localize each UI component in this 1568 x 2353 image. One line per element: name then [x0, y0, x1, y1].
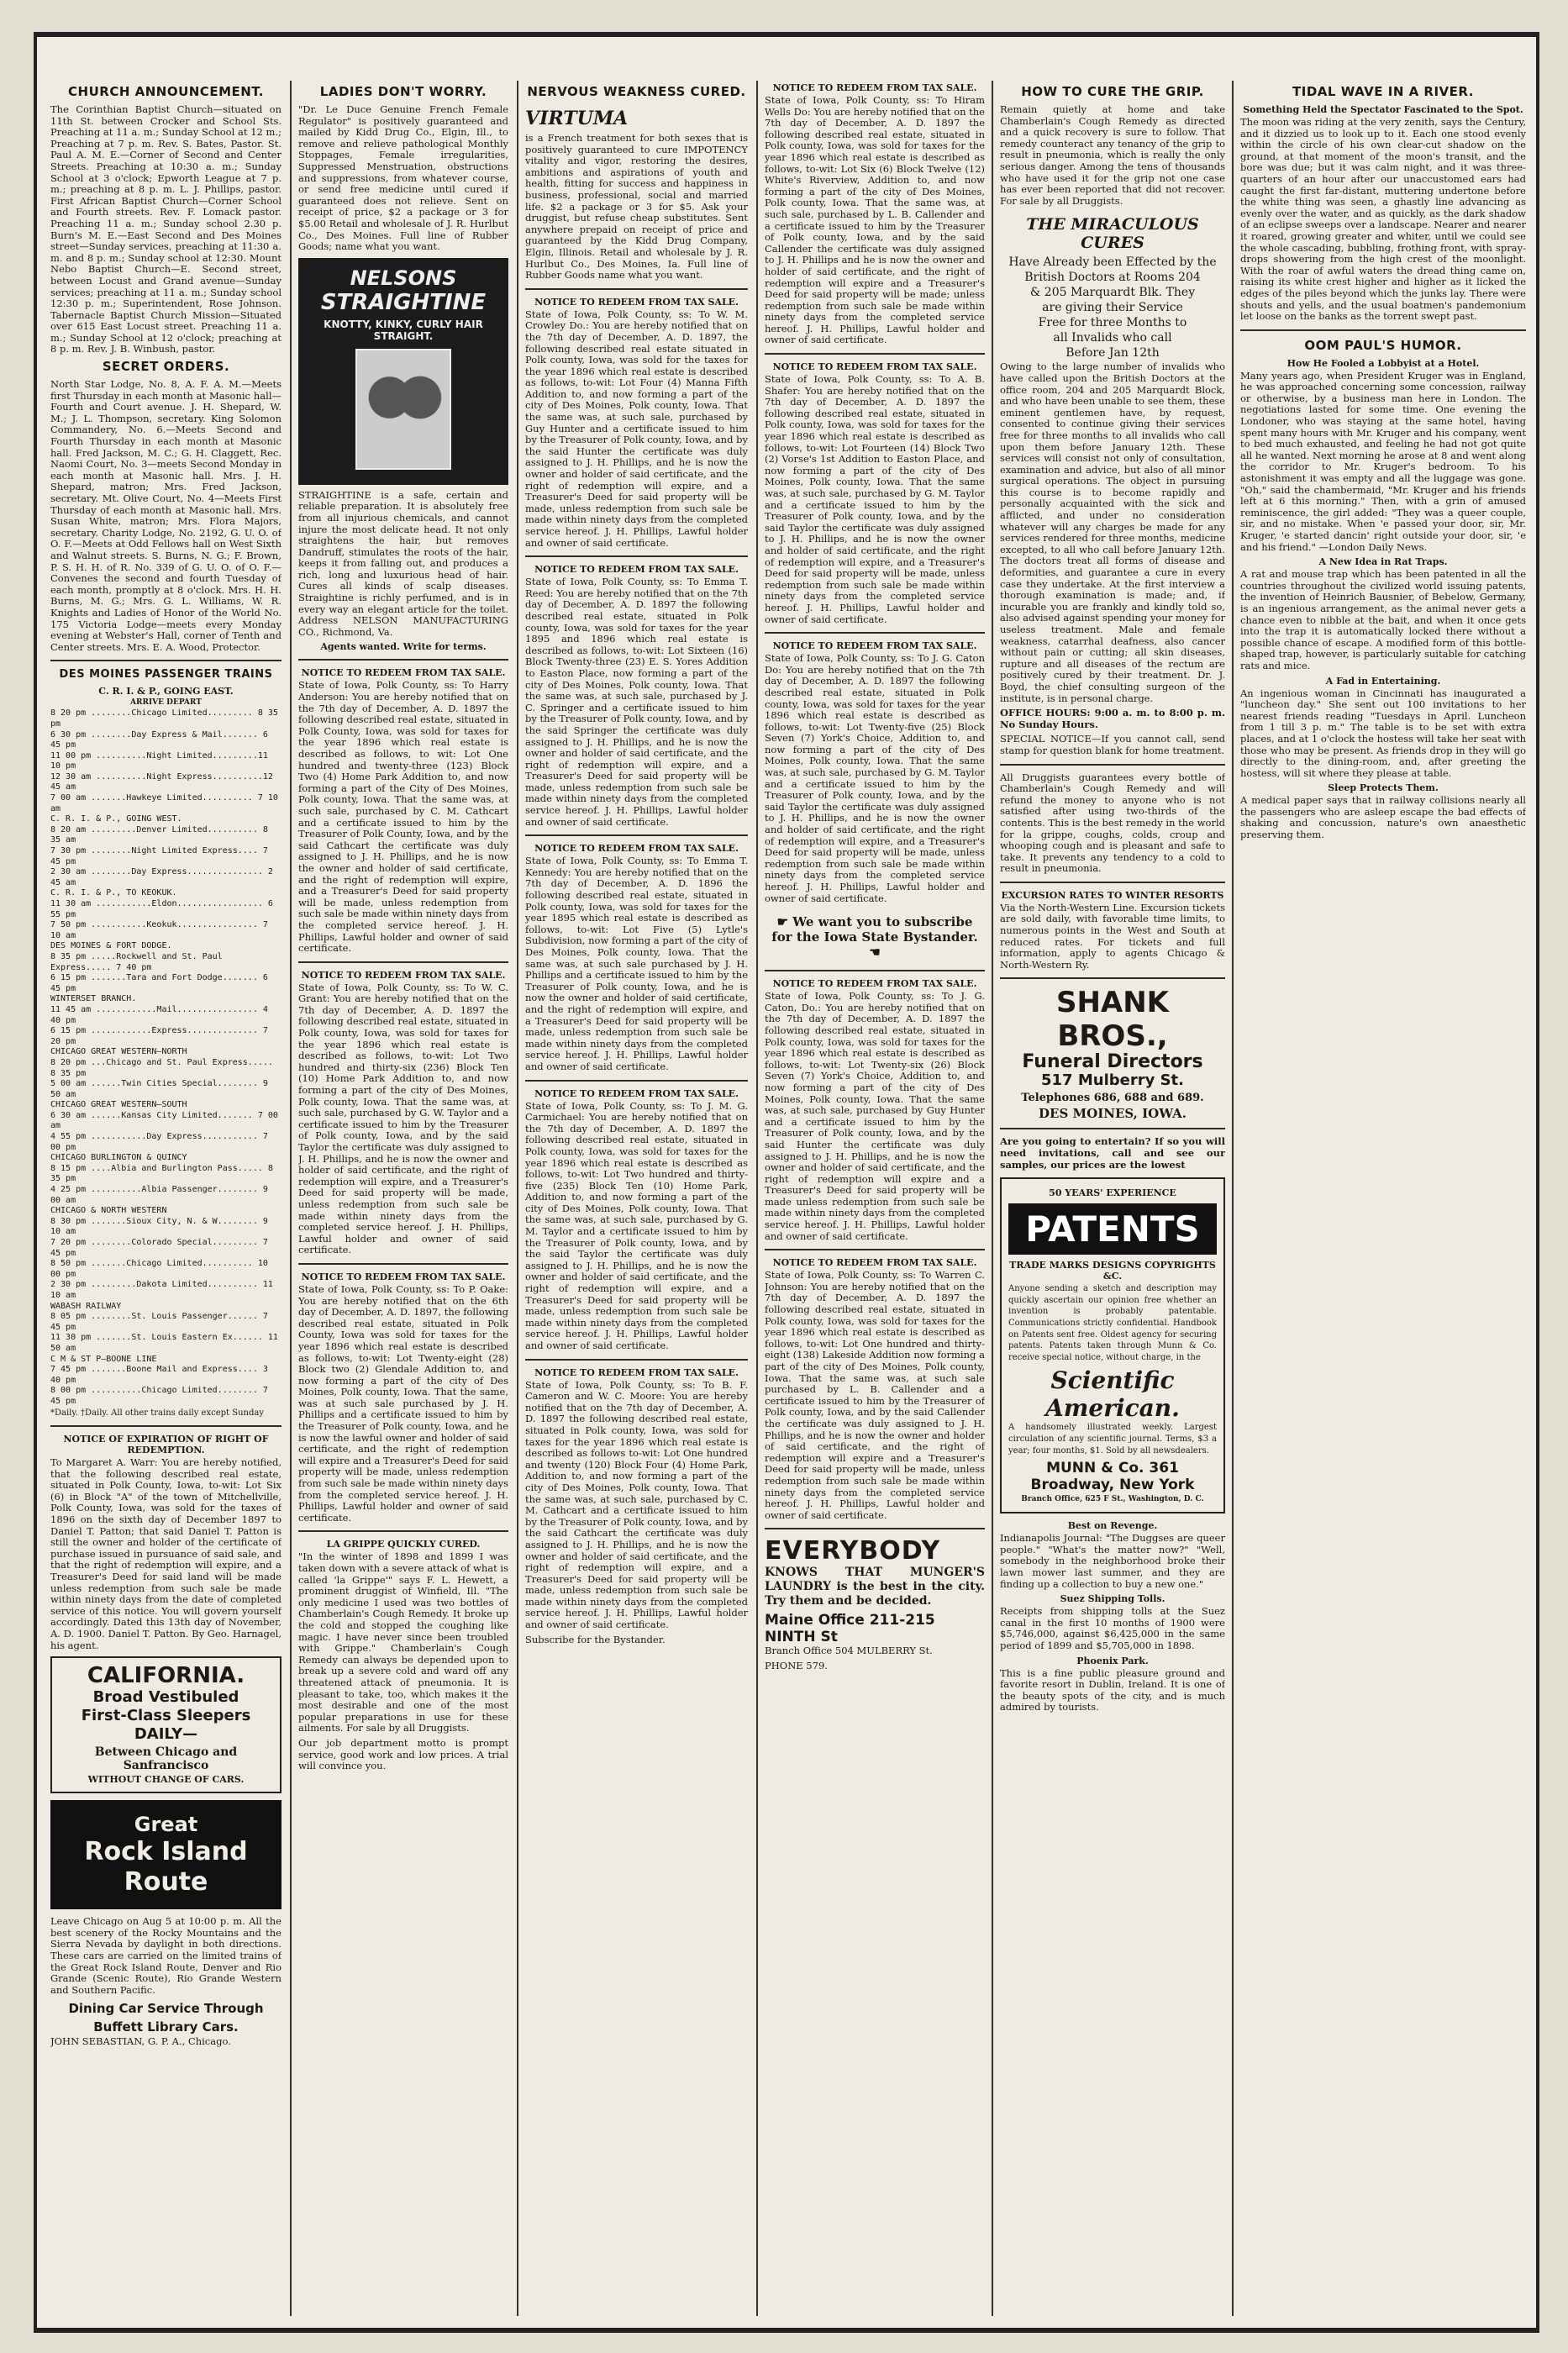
miracle-line: Have Already been Effected by the	[1008, 255, 1217, 270]
patent-text: Anyone sending a sketch and description may quickly ascertain our opinion free whether an invention is probably patentable. Communications strictly confidential. Handbook on Patents sent free. Oldest agency for securing patents. Patents taken through Munn & Co. receive special notice, without charge, in the	[1008, 1284, 1217, 1362]
timetable-row: 7 00 am .......Hawkeye Limited.......... 7 10 am	[50, 793, 278, 813]
hair-text: STRAIGHTINE is a safe, certain and reliable preparation. It is absolutely free from all injurious chemicals, and cannot injure the most delicate head. It not only straightens the hair, but removes Dandruff, stimulates the roots of the hair, keeps it from falling out, and produces a rich, long and luxurious head of hair. Cures all kinds of scalp diseases. Straightine is richly perfumed, and is in every way an elegant article for the toilet. Address NELSON MANUFACTURING CO., Richmond, Va.	[298, 488, 508, 638]
tolls-text: Receipts from shipping tolls at the Suez canal in the first 10 months of 1900 were $5,746,000, against $6,425,000 in the same period of 1899 and $5,705,000 in 1898.	[1000, 1605, 1225, 1651]
timetable-row: 8 20 pm ........Chicago Limited......... 8 35 pm	[50, 708, 278, 729]
timetable-row: CHICAGO BURLINGTON & QUINCY	[50, 1153, 187, 1163]
timetable-row: CHICAGO GREAT WESTERN—SOUTH	[50, 1100, 187, 1110]
timetable-row: CHICAGO & NORTH WESTERN	[50, 1206, 167, 1216]
phone: PHONE 579.	[765, 1659, 828, 1671]
ladies-text: "Dr. Le Duce Genuine French Female Regulator" is positively guaranteed and mailed by Kidd Drug Co., Elgin, Ill., to remove and relieve pathological Monthly Stoppages, Female irregularities, Suppressed Menstruation, obstructions and suppressions, from whatever course, or send free medicine until cured if guaranteed does not relieve. Sent on receipt of price, $2 a package or 3 for $5.00 Retail and wholesale of J. R. Hurlbut Co., Des Moines. Full line of Rubber Goods; name what you want.	[298, 103, 508, 253]
divider	[1000, 977, 1225, 979]
california-title: CALIFORNIA.	[87, 1663, 245, 1689]
notice-text: State of Iowa, Polk County, ss: To Harry Anderson: You are hereby notified that on the 7th day of December, A. D. 1897 the following described real estate, situated in Polk County, Iowa, was sold for taxes for the year 1896 which real estate is described as follows, to wit: Lot One hundred and twenty-three (123) Block Two (4) Home Park Addition to, and now forming a part of the City of Des Moines, Polk county, Iowa. That the same was, at such sale, purchased by C. M. Cathcart and a certificate issued to him by the Treasurer of Polk County, Iowa, and by the said Cathcart the certificate was duly assigned to J. H. Phillips, and he is now the owner and holder of said certificate, and the right of redemption will expire, and a Treasurer's Deed for said property will be made, unless redemption from such sale be made within ninety days from the completed service hereof. J. H. Phillips, Lawful holder and owner of said certificate.	[298, 679, 508, 955]
tolls-heading: Suez Shipping Tolls.	[1060, 1593, 1165, 1605]
telephones: Telephones 686, 688 and 689.	[1021, 1092, 1204, 1105]
munn-address: MUNN & Co. 361 Broadway, New York	[1030, 1460, 1195, 1494]
timetable-row: 11 30 am ...........Eldon................. 6 55 pm	[50, 899, 273, 919]
rock-line-2: Rock Island	[84, 1837, 248, 1867]
notice-text: State of Iowa, Polk County, ss: To Emma T. Kennedy: You are hereby notified that on the 7th day of December, A. D. 1896 the following described real estate, situated in Polk county, Iowa, was sold for taxes for the year 1895 which real estate is described as follows, to-wit: Lot Five (5) Lytle's Subdivision, now forming a part of the city of Des Moines, Polk county, Iowa. That the same was, at such sale purchased by J. H. Phillips and a certificate issued to him by the Treasurer of Polk county, Iowa, and he is now the owner and holder of said certificate, and the right of redemption will expire, and a Treasurer's Deed for said property will be made, unless redemption from such sale be made within ninety days from the completed service hereof. J. H. Phillips, Lawful holder and owner of said certificate.	[525, 855, 748, 1072]
before-after-portrait	[355, 349, 451, 470]
timetable-row: 8 05 pm ........St. Louis Passenger...... 7 45 pm	[50, 1312, 268, 1332]
rock-line-3: Route	[124, 1867, 208, 1898]
notice-heading: NOTICE TO REDEEM FROM TAX SALE.	[534, 1087, 739, 1099]
sebastian: JOHN SEBASTIAN, G. P. A., Chicago.	[50, 2035, 231, 2048]
grip-heading: HOW TO CURE THE GRIP.	[1021, 84, 1204, 99]
cal-line: DAILY—	[134, 1725, 198, 1744]
miracle-line: British Doctors at Rooms 204	[1024, 271, 1201, 285]
subscribe-note: Subscribe for the Bystander.	[525, 1633, 666, 1645]
church-text: The Corinthian Baptist Church—situated on 11th St. between Crocker and School Sts. Preaching at 11 a. m.; Sunday School at 12 m.; Preaching at 7 p. m. Rev. S. Bates, Pastor. St. Paul A. M. E.—Corner of Second and Center Streets. Preaching at 10:30 a. m.; Sunday School at 3 o'clock; Epworth League at 7 p. m.; preaching at 8 p. m. L. J. Phillips, pastor. First African Baptist Church—Corner School and Fourth streets. Rev. F. Lomack pastor. Preaching 11 a. m.; Sunday school 2.30 p. Burn's M. E.—East Second and Des Moines street—Sunday services, preaching at 11:30 a. m. and 8 p. m.; Sunday school at 12:30. Mount Nebo Baptist Church—E. Second street, between Locust and Grand avenue—Sunday services; preaching at 11 a. m.; Sunday school 12:30 p. m.; Superintendent, Rose Johnson. Tabernacle Baptist Church Mission—Situated over 615 East Locust street. Preaching 11 a. m.; Sunday School at 12 o'clock; preaching at 8 p. m. Rev. J. B. Winbush, pastor.	[50, 103, 282, 355]
subscribe-callout	[765, 914, 985, 960]
dining-service: Dining Car Service Through Buffett Library Cars.	[68, 2001, 264, 2035]
timetable-row: 8 20 am .........Denver Limited.......... 8 35 am	[50, 824, 268, 845]
divider	[525, 1080, 748, 1082]
paul-heading: OOM PAUL'S HUMOR.	[1304, 337, 1462, 353]
timetable-row: 4 25 pm ..........Albia Passenger........ 9 00 am	[50, 1185, 268, 1205]
lunch-heading: A Fad in Entertaining.	[1325, 675, 1441, 687]
branch-office: Branch Office, 625 F St., Washington, D. C.	[1021, 1495, 1204, 1504]
divider	[765, 632, 985, 634]
rock-line-1: Great	[134, 1813, 198, 1837]
patents-ad	[1000, 1177, 1225, 1513]
notice-text: State of Iowa, Polk County, ss: To J. G. Caton Do: You are hereby notified that on the 7th day of December, A. D. 1897 the following described real estate, situated in Polk county, Iowa, was sold for taxes for the year 1896 which real estate is described as follows, to-wit: Lot Twenty-five (25) Block Seven (7) York's Choice, Addition to, and now forming a part of the city of Des Moines, Polk county, Iowa. That the same was, at such sale, purchased by G. M. Taylor and a certificate issued to him by the Treasurer of Polk county, Iowa, and by the said Taylor the certificate was duly assigned to J. H. Phillips, and he is now the owner and holder of said certificate, and the right of redemption will expire, and a Treasurer's Deed for said property will be made, unless redemption from such sale be made within ninety days from the completed service hereof. J. H. Phillips, Lawful holder and owner of said certificate.	[765, 652, 985, 904]
notice-heading: NOTICE TO REDEEM FROM TAX SALE.	[301, 1271, 506, 1282]
trains-note: *Daily. †Daily. All other trains daily except Sunday	[50, 1408, 264, 1418]
top-border	[34, 32, 1539, 37]
divider	[525, 555, 748, 557]
timetable-row: 6 15 pm ............Express.............. 7 20 pm	[50, 1026, 268, 1046]
notice-heading: NOTICE TO REDEEM FROM TAX SALE.	[772, 361, 977, 373]
column-3	[525, 81, 748, 2316]
timetable-row: 7 20 pm ........Colorado Special......... 7 45 pm	[50, 1238, 268, 1258]
des-moines-iowa: DES MOINES, IOWA.	[1039, 1106, 1187, 1122]
notice-text: State of Iowa, Polk County, ss: To J. M. G. Carmichael: You are hereby notified that on the 7th day of December, A. D. 1897 the following described real estate, situated in Polk county, Iowa, was sold for taxes for the year 1896 which real estate is described as follows, to-wit: Lot Two hundred and thirty-five (235) Block Ten (10) Home Park, Addition to, and now forming a part of the city of Des Moines, Polk county, Iowa. That the same was, at such sale, purchased by G. M. Taylor and a certificate issued to him by the Treasurer of Polk county, Iowa, and by the said Taylor the certificate was duly assigned to J. H. Phillips, and he is now the owner and holder of said certificate, and the right of redemption will expire, and a Treasurer's Deed for said property will be made, unless redemption from such sale be made within ninety days from the completed service hereof. J. H. Phillips, Lawful holder and owner of said certificate.	[525, 1099, 748, 1351]
rat-heading: A New Idea in Rat Traps.	[1318, 556, 1448, 568]
notice-heading: NOTICE OF EXPIRATION OF RIGHT OF REDEMPTION.	[63, 1434, 269, 1456]
trade-marks: TRADE MARKS DESIGNS COPYRIGHTS &C.	[1009, 1260, 1216, 1282]
phoenix-heading: Phoenix Park.	[1076, 1655, 1149, 1666]
divider	[50, 1425, 282, 1427]
mulberry-address: 517 Mulberry St.	[1041, 1071, 1184, 1090]
special-notice: SPECIAL NOTICE—If you cannot call, send stamp for question blank for home treatment.	[1000, 733, 1225, 756]
timetable-row: C M & ST P—BOONE LINE	[50, 1354, 157, 1364]
timetable-row: 6 15 pm .......Tara and Fort Dodge....... 6 45 pm	[50, 973, 268, 993]
divider	[1000, 764, 1225, 766]
timetable-row: C. R. I. & P., TO KEOKUK.	[50, 888, 177, 898]
nervous-text: is a French treatment for both sexes that is positively guaranteed to cure IMPOTENCY vitality and vigor, restoring the desires, ambitions and aspirations of youth and health, fitting for success and happiness in business, professional, social and married life. $2 a package or 3 for $5. Ask your druggist, but refuse cheap substitutes. Sent anywhere prepaid on receipt of price and guaranteed by the Kidd Drug Company, Elgin, Illinois. Retail and wholesale by J. R. Hurlbut Co., Des Moines, Ia. Full line of Rubber Goods name what you want.	[525, 132, 748, 282]
miracle-line: Before Jan 12th	[1066, 346, 1160, 361]
notice-text: State of Iowa, Polk County, ss: To W. M. Crowley Do.: You are hereby notified that on the 7th day of December, A. D. 1897, the following described real estate situated in Polk county, Iowa, was sold for the taxes for the year 1896 which real estate is described as follows, to-wit: Lot Four (4) Manna Fifth Addition to, and now forming a part of the city of Des Moines, Polk county, Iowa. That the same was, at such sale, purchased by Guy Hunter and a certificate issued to him by the Treasurer of Polk county, Iowa, and by the said Hunter the certificate was duly assigned to J. H. Phillips, and he is now the owner and holder of said certificate, and the right of redemption will expire, and a Treasurer's Deed for said property will be made, unless redemption from such sale be made within ninety days from the completed service hereof. J. H. Phillips, Lawful holder and owner of said certificate.	[525, 308, 748, 549]
divider	[1000, 1128, 1225, 1129]
notice-text: State of Iowa, Polk County, ss: To J. G. Caton, Do.: You are hereby notified that on the 7th day of December, A. D. 1897 the following described real estate, situated in Polk county, Iowa, was sold for taxes for the year 1896 which real estate is described as follows, to-wit: Lot Twenty-six (26) Block Seven (7) York's Choice, Addition to, and now forming a part of the city of Des Moines, Polk county, Iowa. That the same was, at such sale, purchased by Guy Hunter and a certificate issued to him by the Treasurer of Polk county, Iowa, and by the said Hunter the certificate was duly assigned to J. H. Phillips, and he is now the owner and holder of said certificate, and the right of redemption will expire and a Treasurer's Deed for said property will be made unless redemption from such sale be made within ninety days from the completed service hereof. J. H. Phillips, Lawful holder and owner of said certificate.	[765, 990, 985, 1242]
miracle-line: & 205 Marquardt Blk. They	[1029, 286, 1196, 300]
pointing-hand-icon: ☚	[869, 945, 881, 961]
trains-heading: DES MOINES PASSENGER TRAINS	[59, 668, 273, 682]
lunch-text: An ingenious woman in Cincinnati has inaugurated a "luncheon day." She sent out 100 invitations to her nearest friends reading "Tuesdays in April. Luncheon from 1 till 3 p. m." The table is to be set with extra places, and at 1 o'clock the hostess will take her seat with those who may be present. As friends drop in they will go directly to the dining-room, and, after greeting the hostess, will sit where they please at table.	[1240, 687, 1526, 779]
timetable-row: 8 20 pm ...Chicago and St. Paul Express..... 8 35 pm	[50, 1057, 273, 1078]
column-1	[50, 81, 282, 2316]
divider	[765, 1528, 985, 1529]
notice-heading: NOTICE TO REDEEM FROM TAX SALE.	[534, 1366, 739, 1378]
notice-heading: NOTICE TO REDEEM FROM TAX SALE.	[534, 843, 739, 855]
notice-heading: NOTICE TO REDEEM FROM TAX SALE.	[772, 640, 977, 652]
column-rule	[756, 81, 758, 2316]
notice-heading: NOTICE TO REDEEM FROM TAX SALE.	[772, 1257, 977, 1269]
divider	[525, 1359, 748, 1361]
sleep-text: A medical paper says that in railway collisions nearly all the passengers who are asleep escape the bad effects of shaking and concussion, nature's own anaesthetic preserving them.	[1240, 794, 1526, 841]
timetable-row: 8 00 pm ..........Chicago Limited........ 7 45 pm	[50, 1386, 268, 1406]
column-2	[298, 81, 508, 2316]
timetable-row: WINTERSET BRANCH.	[50, 994, 137, 1004]
divider	[1000, 882, 1225, 883]
scientific-american: Scientific American.	[1045, 1366, 1180, 1423]
train-timetable	[50, 708, 282, 1407]
miracle-line: Free for three Months to	[1038, 316, 1187, 330]
job-department: Our job department motto is prompt service, good work and low prices. A trial will convince you.	[298, 1736, 508, 1772]
excursion-text: Via the North-Western Line. Excursion tickets are sold daily, with favorable time limits, to numerous points in the West and South at reduced rates. For tickets and full information, apply to agents Chicago & North-Western Ry.	[1000, 901, 1225, 971]
california-ad	[50, 1656, 282, 1793]
miracle-text: Owing to the large number of invalids who have called upon the British Doctors at the office room, 204 and 205 Marquardt Block, and who have been unable to see them, these eminent gentlemen have, by request, consented to continue giving their services free for three months to all invalids who call upon them before January 12th. These services will consist not only of consultation, examination and advice, but also of all minor surgical operations. The object in pursuing this course is to become rapidly and personally acquainted with the sick and afflicted, and under no consideration whatever will any charges be made for any services rendered for three months, medicine excepted, to all who call before January 12th. The doctors treat all forms of disease and deformities, and guarantee a cure in every case they undertake. At the first interview a thorough examination is made; and, if incurable you are frankly and kindly told so, also advised against spending your money for useless treatment. Male and female weakness, catarrhal deafness, also cancer without pain or cutting; all skin diseases, rupture and all diseases of the rectum are positively cured by their treatment. Dr. J. Boyd, the chief consulting surgeon of the institute, is in personal charge.	[1000, 361, 1225, 704]
miracle-heading: THE MIRACULOUS CURES	[1026, 215, 1199, 253]
rock-island-logo	[50, 1800, 282, 1909]
timetable-row: 6 30 am ......Kansas City Limited....... 7 00 am	[50, 1110, 278, 1131]
revenge-text: Indianapolis Journal: "The Duggses are queer people." "What's the matter now?" "Well, somebody in the neighborhood broke their lawn mower last summer, and they are finding up a collection to buy a new one."	[1000, 1532, 1225, 1590]
main-office: Maine Office 211-215 NINTH St	[765, 1612, 935, 1646]
timetable-row: 11 30 pm .......St. Louis Eastern Ex...... 11 50 am	[50, 1333, 278, 1353]
divider	[765, 353, 985, 355]
nelsons: NELSONS	[350, 266, 457, 290]
bottom-border	[34, 2328, 1539, 2333]
timetable-row: WABASH RAILWAY	[50, 1301, 122, 1311]
tidal-text: The moon was riding at the very zenith, says the Century, and it dizzied us to look up to it. Each one stood evenly within the circle of his own clear-cut shadow on the ground, at that moment of the moon's transit, and the bore was due; but it was calm night, and it was three-quarters of an hour after our unaccustomed ears had caught the first far-distant, muttering undertone before the white thing was seen, a ghastly line advancing as evenly over the water, and as quickly, as the dark shadow of an eclipse sweeps over a landscape. Nearer and nearer it roared, growing greater and whiter, until we could see the whole cascading, bubbling, frothing front, with spray-drops showering from the high crest of the moonlight. With the roar of awful waters the dread thing came on, raising its white crest higher and higher as it licked the edges of the piles beyond which the junks lay. There were shouts and yells, and the usual boatmen's pandemonium let loose on the banks as the torrent swept past.	[1240, 116, 1526, 323]
phoenix-text: This is a fine public pleasure ground and favorite resort in Dublin, Ireland. It is one of the beauty spots of the city, and is much admired by tourists.	[1000, 1666, 1225, 1713]
secret-orders-text: North Star Lodge, No. 8, A. F. A. M.—Meets first Thursday in each month at Masonic hall—Fourth and Court avenue. J. H. Shepard, W. M.; J. L. Thompson, secretary. King Solomon Commandery, No. 6.—Meets Second and Fourth Thursday in each month at Masonic hall. Fred Jackson, M. C.; G. H. Claggett, Rec. Naomi Court, No. 3—meets Second Monday in each month at Masonic hall. Mrs. J. H. Shepard, matron; Mrs. Fred Jackson, secretary. Mt. Olive Court, No. 4—Meets First Thursday of each month at Masonic hall. Mrs. Susan White, matron; Mrs. Flora Majors, secretary. Charity Lodge, No. 2192, G. U. O. of O. F.—Meets at Odd Fellows hall on West Sixth and Walnut streets. S. Burns, N. G.; F. Brown, P. S. H. H. of R. No. 339 of G. U. O. of O. F.—Convenes the second and fourth Tuesday of each month, promptly at 8 o'clock. Mrs. H. H. Burns, M. G.; Mrs. G. L. Williams, W. R. Knights and Ladies of Honor of the World No. 175 Victoria Lodge—meets every Monday evening at Webster's Hall, corner of Tenth and Center streets. Mrs. E. A. Wood, Protector.	[50, 378, 282, 653]
secret-orders-heading: SECRET ORDERS.	[102, 359, 230, 375]
pointing-hand-icon: ☛	[776, 914, 789, 930]
patents-title: PATENTS	[1008, 1203, 1217, 1255]
right-border	[1536, 32, 1539, 2333]
timetable-row: 7 30 pm ........Night Limited Express.... 7 45 pm	[50, 846, 268, 866]
timetable-row: CHICAGO GREAT WESTERN—NORTH	[50, 1047, 187, 1057]
notice-text: State of Iowa, Polk County, ss: To W. C. Grant: You are hereby notified that on the 7th day of December, A. D. 1897 the following described real estate, situated in Polk county, Iowa, was sold for taxes for the year 1896 which real estate is described as follows, to-wit: Lot Two hundred and thirty-six (236) Block Ten (10) Home Park Addition to, and now forming a part of the city of Des Moines, Polk county, Iowa. That the same was, at such sale, purchased by G. W. Taylor and a certificate issued to him by the Treasurer of Polk county, Iowa, and by the said Taylor the certificate was duly assigned to J. H. Phillips, and he is now the owner and holder of said certificate, and the right of redemption will expire, and a Treasurer's Deed for said property will be made, unless redemption from such sale be made within ninety days from the completed service hereof. J. H. Phillips, Lawful holder and owner of said certificate.	[298, 981, 508, 1256]
column-rule	[1232, 81, 1234, 2316]
branch-office: Branch Office 504 MULBERRY St.	[765, 1645, 933, 1657]
entertain-text: Are you going to entertain? If so you will need invitations, call and see our samples, our prices are the lowest	[1000, 1135, 1225, 1171]
cal-line: Between Chicago and Sanfrancisco	[94, 1745, 238, 1773]
column-rule	[290, 81, 292, 2316]
druggists-text: All Druggists guarantees every bottle of Chamberlain's Cough Remedy and will refund the money to anyone who is not satisfied after using two-thirds of the contents. This is the best remedy in the world for la grippe, coughs, colds, croup and whooping cough and is pleasant and safe to take. It prevents any tendency to a cold to result in pneumonia.	[1000, 771, 1225, 875]
shank-bros: SHANK BROS.,	[1055, 986, 1170, 1054]
trains-subheading: C. R. I. & P., GOING EAST.	[98, 686, 234, 697]
notice-text: State of Iowa, Polk County, ss: To Hiram Wells Do: You are hereby notified that on the 7th day of December, A. D. 1897 the following described real estate, situated in Polk county, Iowa, was sold for taxes for the year 1896 which real estate is described as follows, to-wit: Lot Six (6) Block Twelve (12) White's Riverview, Addition to, and now forming a part of the city of Des Moines, Polk county, Iowa. That the same was, at such sale, purchased by L. B. Callender and a certificate issued to him by the Treasurer of Polk county, Iowa, and by the said Callender the certificate was duly assigned to J. H. Phillips and he is now the owner and holder of said certificate, and the right of redemption will expire and a Treasurer's Deed for said property will be made; unless redemption from such sale be made within ninety days from the completed service hereof. J. H. Phillips, Lawful holder and owner of said certificate.	[765, 94, 985, 346]
left-border	[34, 32, 37, 2333]
nervous-heading: NERVOUS WEAKNESS CURED.	[527, 84, 746, 99]
divider	[525, 288, 748, 290]
miracle-lines	[1000, 255, 1225, 360]
timetable-row: 11 00 pm ..........Night Limited.........11 10 pm	[50, 750, 268, 771]
agents-wanted: Agents wanted. Write for terms.	[320, 641, 487, 653]
timetable-row: 8 30 pm .......Sioux City, N. & W........ 9 10 am	[50, 1216, 268, 1237]
notice-heading: NOTICE TO REDEEM FROM TAX SALE.	[534, 564, 739, 576]
notice-heading: NOTICE TO REDEEM FROM TAX SALE.	[772, 82, 977, 93]
grippe-heading: LA GRIPPE QUICKLY CURED.	[326, 1539, 481, 1550]
notice-text: State of Iowa, Polk County, ss: To Warren C. Johnson: You are hereby notified that on the 7th day of December, A. D. 1897 the following described real estate, situated in Polk county, Iowa, was sold for taxes for the year 1896 which real estate is described as follows, to-wit: Lot One hundred and thirty-eight (138) Lakeside Addition now forming a part of the city of Des Moines, Polk county, Iowa. That the same was, at such sale purchased by L. B. Callender and a certificate issued to him by the Treasurer of Polk county, Iowa, and by the said Callender the certificate was duly assigned to J. H. Phillips, and he is now the owner and holder of said certificate, and the right of redemption will expire and a Treasurer's Deed for said property will be made, unless redemption from such sale be made within ninety days from the completed service hereof. J. H. Phillips, Lawful holder and owner of said certificate.	[765, 1269, 985, 1521]
divider	[298, 659, 508, 661]
excursion-heading: EXCURSION RATES TO WINTER RESORTS	[1001, 889, 1224, 901]
everybody-title: EVERYBODY	[765, 1536, 941, 1566]
munger-text: KNOWS THAT MUNGER'S LAUNDRY is the best in the city. Try them and be decided.	[765, 1566, 985, 1608]
timetable-row: 6 30 pm ........Day Express & Mail....... 6 45 pm	[50, 729, 268, 750]
sleep-heading: Sleep Protects Them.	[1328, 782, 1439, 794]
trains-columns: ARRIVE DEPART	[130, 698, 202, 708]
timetable-row: C. R. I. & P., GOING WEST.	[50, 814, 182, 824]
office-hours: OFFICE HOURS: 9:00 a. m. to 8:00 p. m. No Sunday Hours.	[1000, 707, 1225, 730]
sciam-text: A handsomely illustrated weekly. Largest circulation of any scientific journal. Terms, $3 a year; four months, $1. Sold by all newsdealers.	[1008, 1423, 1217, 1455]
divider	[298, 961, 508, 963]
column-4	[765, 81, 985, 2316]
notice-heading: NOTICE TO REDEEM FROM TAX SALE.	[301, 969, 506, 981]
timetable-row: 2 30 am ........Day Express............... 2 45 am	[50, 867, 273, 887]
notice-heading: NOTICE TO REDEEM FROM TAX SALE.	[534, 296, 739, 308]
notice-heading: NOTICE TO REDEEM FROM TAX SALE.	[301, 667, 506, 679]
cal-line: Broad Vestibuled	[92, 1688, 239, 1707]
church-heading: CHURCH ANNOUNCEMENT.	[68, 84, 264, 99]
timetable-row: 7 45 pm .......Boone Mail and Express.... 3 40 pm	[50, 1365, 268, 1385]
divider	[765, 970, 985, 971]
timetable-row: 5 00 am ......Twin Cities Special........ 9 50 am	[50, 1079, 268, 1099]
column-6	[1240, 81, 1526, 2316]
experience: 50 YEARS' EXPERIENCE	[1049, 1187, 1176, 1199]
ladies-heading: LADIES DON'T WORRY.	[319, 84, 487, 99]
miracle-line: are giving their Service	[1042, 301, 1183, 315]
rat-text: A rat and mouse trap which has been patented in all the countries throughout the civilized world issuing patents, the invention of Heinrich Bausnier, of Bebelow, Germany, is an ingenious arrangement, as the animal never gets a chance even to nibble at the bait, and when it once gets into the trap it is automatically locked there without a possible chance of escape. A modified form of this bottle-shaped trap, however, is particularly suitable for catching rats and mice.	[1240, 568, 1526, 671]
paul-subheading: How He Fooled a Lobbyist at a Hotel.	[1286, 357, 1480, 369]
miracle-line: all Invalids who call	[1053, 331, 1172, 345]
notice-text: To Margaret A. Warr: You are hereby notified, that the following described real estate, situated in Polk County, Iowa, to-wit: Lot Six (6) in Block "A" of the town of Mitchellville, Polk County, Iowa, was sold for the taxes of 1896 on the sixth day of December 1897 to Daniel T. Patton; that said Daniel T. Patton is still the owner and holder of the certificate of purchase issued in pursuance of said sale, and that the right of redemption will expire, and a Treasurer's Deed for said land will be made unless redemption from such sale be made within ninety days from the date of completed service of this notice. You will govern yourself accordingly. Dated this 13th day of November, A. D. 1900. Daniel T. Patton. By Geo. Harnagel, his agent.	[50, 1456, 282, 1651]
paul-text: Many years ago, when President Kruger was in England, he was approached concerning some concession, railway or otherwise, by a business man here in London. The negotiations lasted for some time. One evening the Londoner, who was staying at the same hotel, having spent many hours with Mr. Kruger and his company, went to bed much exhausted, and feeling he had not got quite all he wanted. Next morning he arose at 8 and went along the corridor to Mr. Kruger's bedroom. To his astonishment it was empty and all the luggage was gone. "Oh," said the chambermaid, "Mr. Kruger and his friends left at 6 this morning." Then, with a grin of amused reminiscence, the girl added: "They was a queer couple, sir, and no mistake. When 'e passed your door, sir, Mr. Kruger, 'e started dancin' right outside your door, sir, 'e and his friend." —London Daily News.	[1240, 369, 1526, 553]
notice-heading: NOTICE TO REDEEM FROM TAX SALE.	[772, 978, 977, 990]
notice-text: State of Iowa, Polk County, ss: To Emma T. Reed: You are hereby notified that on the 7th day of December, A. D. 1897 the following described real estate, situated in Polk county, Iowa, was sold for taxes for the year 1895 and 1896 which real estate is described as follows, to-wit: Lot Sixteen (16) Block Twenty-three (23) E. S. Yores Addition to Easton Place, now forming a part of the city of Des Moines, Polk county, Iowa. That the same was, at such sale, purchased by J. C. Springer and a certificate issued to him by the Treasurer of Polk county, Iowa, and by the said Springer the certificate was duly assigned to J. H. Phillips, and he is now the owner and holder of said certificate, and the right of redemption will expire, and a Treasurer's Deed for said property will be made, unless redemption from such sale be made within ninety days from the completed service hereof. J. H. Phillips, Lawful holder and owner of said certificate.	[525, 576, 748, 828]
column-rule	[992, 81, 993, 2316]
subscribe-text: We want you to subscribe for the Iowa State Bystander.	[771, 914, 978, 945]
divider	[765, 1249, 985, 1250]
funeral-directors: Funeral Directors	[1022, 1051, 1203, 1073]
rock-island-text: Leave Chicago on Aug 5 at 10:00 p. m. All the best scenery of the Rocky Mountains and the Sierra Nevada by daylight in both directions. These cars are carried on the limited trains of the Great Rock Island Route, Denver and Rio Grande (Scenic Route), Rio Grande Western and Southern Pacific.	[50, 1915, 282, 1996]
timetable-row: 8 35 pm .....Rockwell and St. Paul Express..... 7 40 pm	[50, 951, 223, 972]
timetable-row: 8 50 pm .......Chicago Limited.......... 10 00 pm	[50, 1259, 268, 1279]
column-5	[1000, 81, 1225, 2316]
divider	[298, 1530, 508, 1532]
straightine: STRAIGHTINE	[320, 289, 487, 315]
straightine-ad	[298, 258, 508, 485]
divider	[525, 834, 748, 836]
timetable-row: 12 30 am ..........Night Express..........12 45 am	[50, 771, 273, 792]
grippe-text: "In the winter of 1898 and 1899 I was taken down with a severe attack of what is called 'la Grippe'" says F. L. Hewett, a prominent druggist of Winfield, Ill. "The only medicine I used was two bottles of Chamberlain's Cough Remedy. It broke up the cold and stopped the coughing like magic. I have never since been troubled with Grippe." Chamberlain's Cough Remedy can always be depended upon to break up a severe cold and ward off any threatened attack of pneumonia. It is pleasant to take, too, which makes it the most desirable and one of the most popular preparations in use for these ailments. For sale by all Druggists.	[298, 1550, 508, 1734]
timetable-row: DES MOINES & FORT DODGE.	[50, 941, 172, 951]
timetable-row: 7 50 pm ...........Keokuk................ 7 10 am	[50, 920, 268, 940]
virtuma: VIRTUMA	[525, 108, 629, 129]
notice-text: State of Iowa, Polk County, ss: To A. B. Shafer: You are hereby notified that on the 7th day of December, A. D. 1897 the following described real estate, situated in Polk county, Iowa, was sold for taxes for the year 1896 which real estate is described as follows, to-wit: Lot Fourteen (14) Block Two (2) Vorse's 1st Addition to Easton Place, and now forming a part of the city of Des Moines, Polk county, Iowa. That the same was, at such sale, purchased by G. M. Taylor and a certificate issued to him by the Treasurer of Polk county, Iowa, and by the said Taylor the certificate was duly assigned to J. H. Phillips, and he is now the owner and holder of said certificate, and the right of redemption will expire, and a Treasurer's Deed for said property will be made, unless redemption from such sale be made within ninety days from the completed service hereof. J. H. Phillips, Lawful holder and owner of said certificate.	[765, 373, 985, 625]
timetable-row: 4 55 pm ...........Day Express........... 7 00 pm	[50, 1132, 268, 1152]
notice-text: State of Iowa, Polk County, ss: To P. Oake: You are hereby notified that on the 6th day of December, A. D. 1897, the following described real estate, situated in Polk County, Iowa was sold for taxes for the year 1896 which real estate is described as follows, to-wit: Lot Twenty-eight (28) Block two (2) Glendale Addition to, and now forming a part of the city of Des Moines, Polk county, Iowa. That the same, was at such sale purchased by J. H. Phillips and a certificate issued to him by the Treasurer of Polk county, Iowa, and he is now the lawful owner and holder of said certificate, and the right of redemption will expire and a Treasurer's Deed for said property will be made, unless redemption from such sale be made within ninety days from the completed service hereof. J. H. Phillips, Lawful holder and owner of said certificate.	[298, 1282, 508, 1524]
timetable-row: 8 15 pm ....Albia and Burlington Pass..... 8 35 pm	[50, 1163, 273, 1184]
divider	[298, 1263, 508, 1265]
tidal-subheading: Something Held the Spectator Fascinated to the Spot.	[1243, 104, 1523, 115]
timetable-row: 2 30 pm .........Dakota Limited.......... 11 10 am	[50, 1280, 273, 1300]
divider	[50, 660, 282, 661]
cal-line: First-Class Sleepers	[81, 1707, 251, 1725]
divider	[1240, 329, 1526, 331]
hair-tag: KNOTTY, KINKY, CURLY HAIR STRAIGHT.	[324, 318, 483, 342]
notice-text: State of Iowa, Polk County, ss: To B. F. Cameron and W. C. Moore: You are hereby notified that on the 7th day of December, A. D. 1897 the following described real estate, situated in Polk county, Iowa, was sold for taxes for the year 1896 which real estate is described as follows to-wit: Lot One hundred and twenty (120) Block Four (4) Home Park, Addition to, and now forming a part of the city of Des Moines, Polk county, Iowa. That the same was, at such sale, purchased by C. M. Cathcart and a certificate issued to him by the Treasurer of Polk county, Iowa, and by the said Cathcart the certificate was duly assigned to J. H. Phillips, and he is now the owner and holder of said certificate, and the right of redemption will expire, and a Treasurer's Deed for said property will be made, unless redemption from such sale be made within ninety days from the completed service hereof. J. H. Phillips, Lawful holder and owner of said certificate.	[525, 1378, 748, 1631]
revenge-heading: Best on Revenge.	[1067, 1520, 1158, 1532]
column-rule	[517, 81, 518, 2316]
timetable-row: 11 45 am ............Mail................ 4 40 pm	[50, 1004, 268, 1025]
tidal-heading: TIDAL WAVE IN A RIVER.	[1292, 84, 1474, 99]
grip-text: Remain quietly at home and take Chamberlain's Cough Remedy as directed and a quick recovery is sure to follow. That remedy counteract any tenancy of the grip to result in pneumonia, which is really the only serious danger. Among the tens of thousands who have used it for the grip not one case has ever been reported that did not recover. For sale by all Druggists.	[1000, 103, 1225, 207]
without-change: WITHOUT CHANGE OF CARS.	[87, 1774, 245, 1786]
